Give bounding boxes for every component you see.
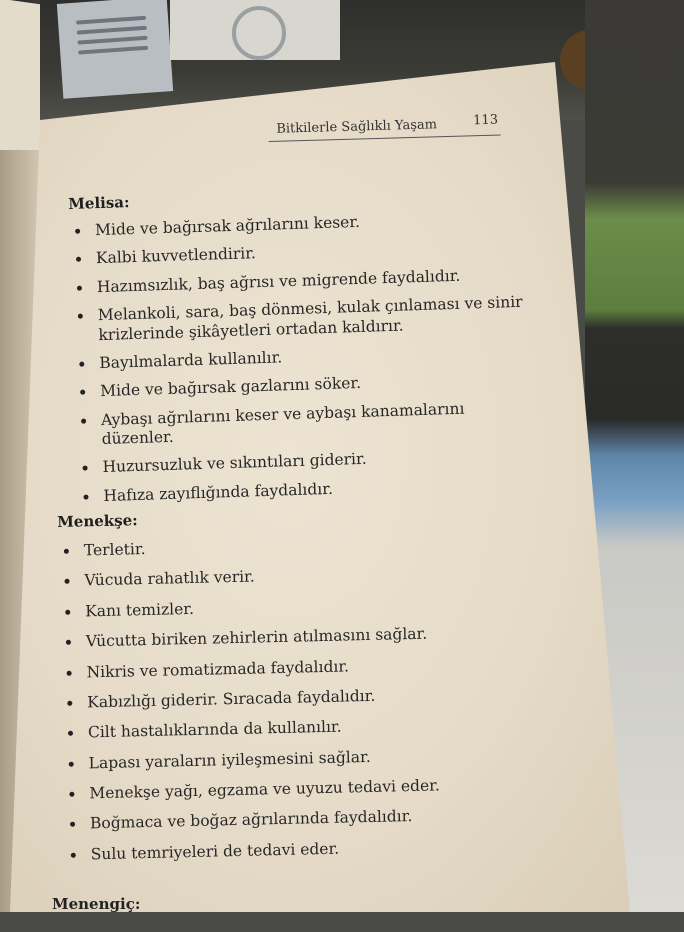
section-title: Melisa:: [68, 193, 130, 213]
list-item: [58, 532, 478, 561]
list-item-text: Hazımsızlık, baş ağrısı ve migrende faydalıdır.: [96, 266, 461, 296]
list-item-text: Terletir.: [83, 540, 146, 560]
list-item-text: Mide ve bağırsak gazlarını söker.: [99, 374, 362, 401]
list-item: [62, 745, 482, 774]
bullet-icon: [65, 609, 70, 614]
list-item: [73, 340, 533, 374]
list-item-text: Hafıza zayıflığında faydalıdır.: [103, 479, 334, 505]
running-header: [268, 111, 500, 137]
list-item: [75, 397, 536, 450]
list-item-text: Melankoli, sara, baş dönmesi, kulak çınlaması ve sinir krizlerinde şikâyetleri ortadan kaldırır.: [97, 292, 523, 344]
bullet-icon: [80, 390, 85, 395]
bullet-icon: [69, 761, 74, 766]
list-item-text: Huzursuzluk ve sıkıntıları giderir.: [102, 450, 367, 477]
list-item: [65, 836, 485, 865]
section-menekse: [57, 503, 485, 865]
list-item-text: Aybaşı ağrılarını keser ve aybaşı kanamalarını düzenler.: [100, 399, 465, 449]
list-item-text: Menekşe yağı, egzama ve uyuzu tedavi eder.: [89, 776, 440, 803]
list-item-text: Kabızlığı giderir. Sıracada faydalıdır.: [87, 686, 376, 712]
list-item-text: Cilt hastalıklarında da kullanılır.: [87, 717, 342, 742]
bullet-icon: [77, 285, 82, 290]
list-item: [60, 624, 480, 653]
next-section-title: Menengiç:: [52, 895, 141, 913]
list-item-text: Nikris ve romatizmada faydalıdır.: [86, 656, 350, 681]
bullet-icon: [69, 792, 74, 797]
list-item: [69, 208, 529, 242]
list-item: [70, 236, 530, 270]
list-item: [74, 369, 534, 403]
bullet-icon: [71, 852, 76, 857]
bullet-icon: [66, 640, 71, 645]
list-item: [61, 684, 481, 713]
list-item: [60, 654, 480, 683]
bullet-icon: [68, 731, 73, 736]
bullet-icon: [70, 822, 75, 827]
list-item: [76, 445, 536, 479]
bullet-icon: [76, 257, 81, 262]
page-number: 113: [472, 112, 499, 129]
list-item-text: Bayılmalarda kullanılır.: [99, 348, 283, 372]
section-melisa: [68, 181, 538, 507]
list-item-text: Vücutta biriken zehirlerin atılmasını sağlar.: [85, 624, 428, 651]
bullet-icon: [67, 701, 72, 706]
list-item-text: Lapası yaraların iyileşmesini sağlar.: [88, 747, 371, 772]
bullet-icon: [64, 549, 69, 554]
list-item: [59, 593, 479, 622]
bullet-icon: [67, 670, 72, 675]
list-item-text: Boğmaca ve boğaz ağrılarında faydalıdır.: [89, 807, 413, 833]
list-item-text: Sulu temriyeleri de tedavi eder.: [90, 839, 340, 864]
list-item-text: Kanı temizler.: [85, 599, 195, 621]
list-item: [64, 806, 484, 835]
list-item: [63, 775, 483, 804]
bullet-icon: [83, 494, 88, 499]
bullet-icon: [83, 466, 88, 471]
bullet-icon: [78, 314, 83, 319]
list-item: [62, 715, 482, 744]
bullet-icon: [79, 361, 84, 366]
bullet-icon: [81, 418, 86, 423]
bullet-list: [69, 208, 538, 507]
list-item-text: Mide ve bağırsak ağrılarını keser.: [94, 212, 361, 240]
list-item: [72, 293, 533, 346]
header-title: Bitkilerle Sağlıklı Yaşam: [276, 117, 438, 137]
list-item: [58, 563, 478, 592]
list-item: [71, 264, 531, 298]
list-item-text: Vücuda rahatlık verir.: [84, 567, 255, 590]
bullet-list: [58, 532, 485, 865]
list-item-text: Kalbi kuvvetlendirir.: [95, 244, 257, 268]
bullet-icon: [75, 229, 80, 234]
list-item: [77, 473, 537, 507]
section-title: Menekşe:: [57, 511, 138, 531]
bullet-icon: [65, 579, 70, 584]
